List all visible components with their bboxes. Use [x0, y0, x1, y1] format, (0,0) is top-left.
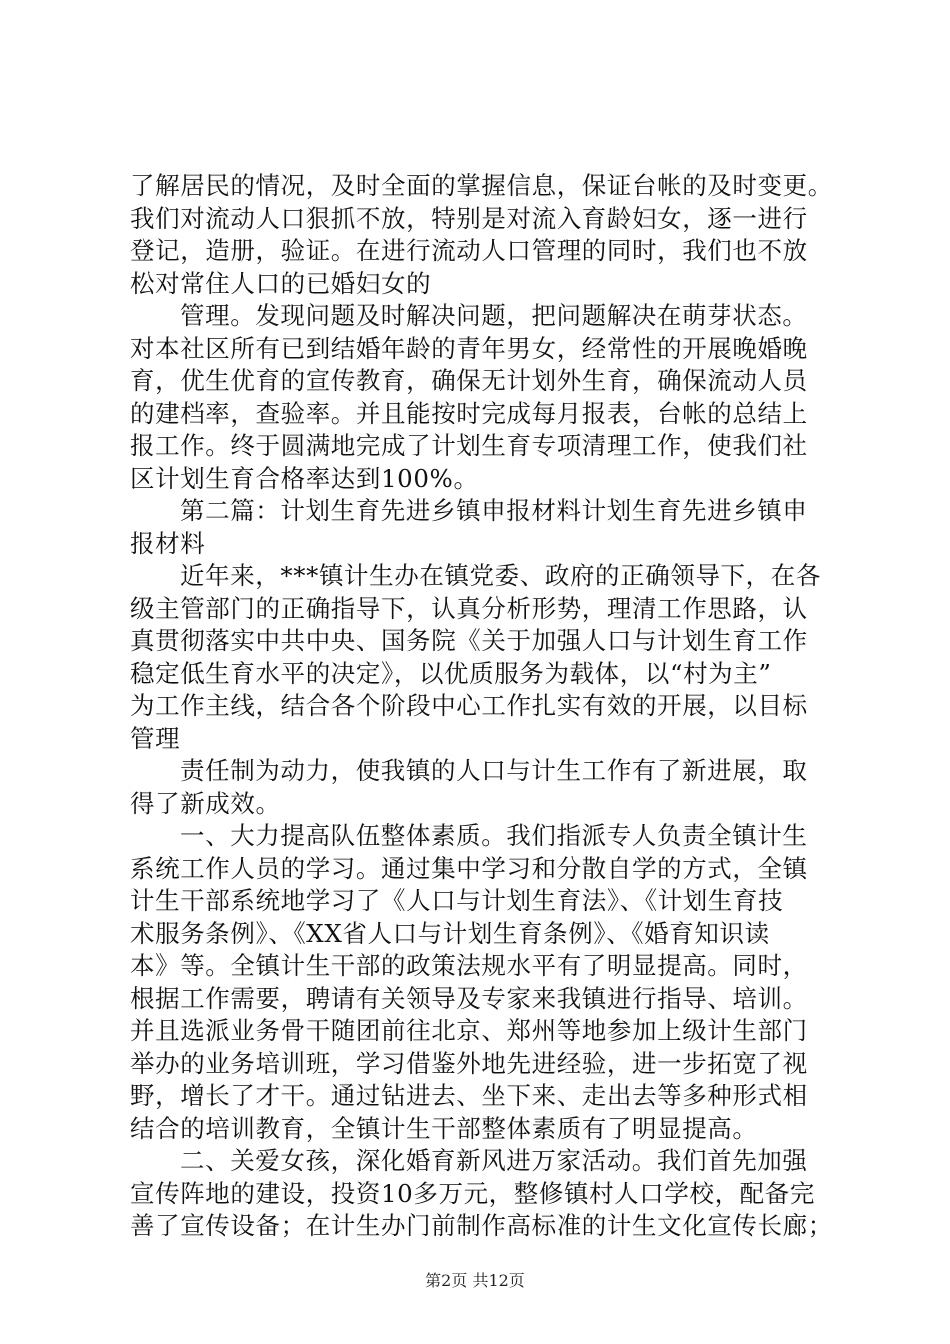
text-line: 计生干部系统地学习了《人口与计划生育法》、《计划生育技: [130, 886, 784, 915]
text-line: 责任制为动力，使我镇的人口与计生工作有了新进展，取: [180, 756, 808, 785]
text-line: 我们对流动人口狠抓不放，特别是对流入育龄妇女，逐一进行: [130, 203, 808, 233]
text-line: 管理: [130, 723, 181, 753]
document-body: [130, 170, 833, 1243]
text-line: 育，优生优育的宣传教育，确保无计划外生育，确保流动人员: [130, 366, 808, 395]
text-line: 宣传阵地的建设，投资10多万元，整修镇村人口学校，配备完: [130, 1178, 815, 1208]
text-line: 本》等。全镇计生干部的政策法规水平有了明显提高。同时，: [130, 951, 808, 980]
text-line: 松对常住人口的已婚妇女的: [130, 268, 432, 298]
text-line: 并且选派业务骨干随团前往北京、郑州等地参加上级计生部门: [130, 1016, 808, 1045]
text-line: 区计划生育合格率达到100%。: [130, 463, 479, 493]
text-line: 真贯彻落实中共中央、国务院《关于加强人口与计划生育工作: [130, 626, 808, 655]
text-line: 了解居民的情况，及时全面的掌握信息，保证台帐的及时变更。: [130, 171, 833, 200]
text-line: 得了新成效。: [130, 788, 281, 818]
page-footer: 第2页 共12页: [425, 1271, 525, 1290]
text-line: 结合的培训教育，全镇计生干部整体素质有了明显提高。: [130, 1113, 758, 1143]
text-line: 报工作。终于圆满地完成了计划生育专项清理工作，使我们社: [130, 431, 808, 460]
text-line: 第二篇：计划生育先进乡镇申报材料计划生育先进乡镇申: [180, 496, 808, 525]
text-line: 近年来，***镇计生办在镇党委、政府的正确领导下，在各: [180, 561, 821, 590]
text-line: 野，增长了才干。通过钻进去、坐下来、走出去等多种形式相: [130, 1081, 808, 1110]
text-line: 对本社区所有已到结婚年龄的青年男女，经常性的开展晚婚晚: [130, 333, 808, 363]
text-line: 报材料: [130, 528, 206, 558]
text-line: 举办的业务培训班，学习借鉴外地先进经验，进一步拓宽了视: [130, 1048, 808, 1078]
text-line: 的建档率，查验率。并且能按时完成每月报表，台帐的总结上: [130, 398, 808, 428]
text-line: 根据工作需要，聘请有关领导及专家来我镇进行指导、培训。: [130, 983, 808, 1013]
text-line: 稳定低生育水平的决定》，以优质服务为载体，以“村为主”: [130, 658, 772, 688]
text-line: 管理。发现问题及时解决问题，把问题解决在萌芽状态。: [180, 301, 808, 330]
text-line: 术服务条例》、《XX省人口与计划生育条例》、《婚育知识读: [130, 918, 770, 948]
text-line: 为工作主线，结合各个阶段中心工作扎实有效的开展，以目标: [130, 691, 808, 720]
text-line: 系统工作人员的学习。通过集中学习和分散自学的方式，全镇: [130, 853, 808, 883]
text-line: 善了宣传设备；在计生办门前制作高标准的计生文化宣传长廊；: [130, 1211, 833, 1240]
text-line: 登记，造册，验证。在进行流动人口管理的同时，我们也不放: [130, 236, 808, 265]
text-line: 二、关爱女孩，深化婚育新风进万家活动。我们首先加强: [180, 1146, 808, 1175]
text-line: 一、大力提高队伍整体素质。我们指派专人负责全镇计生: [180, 821, 808, 850]
text-line: 级主管部门的正确指导下，认真分析形势，理清工作思路，认: [130, 593, 808, 623]
